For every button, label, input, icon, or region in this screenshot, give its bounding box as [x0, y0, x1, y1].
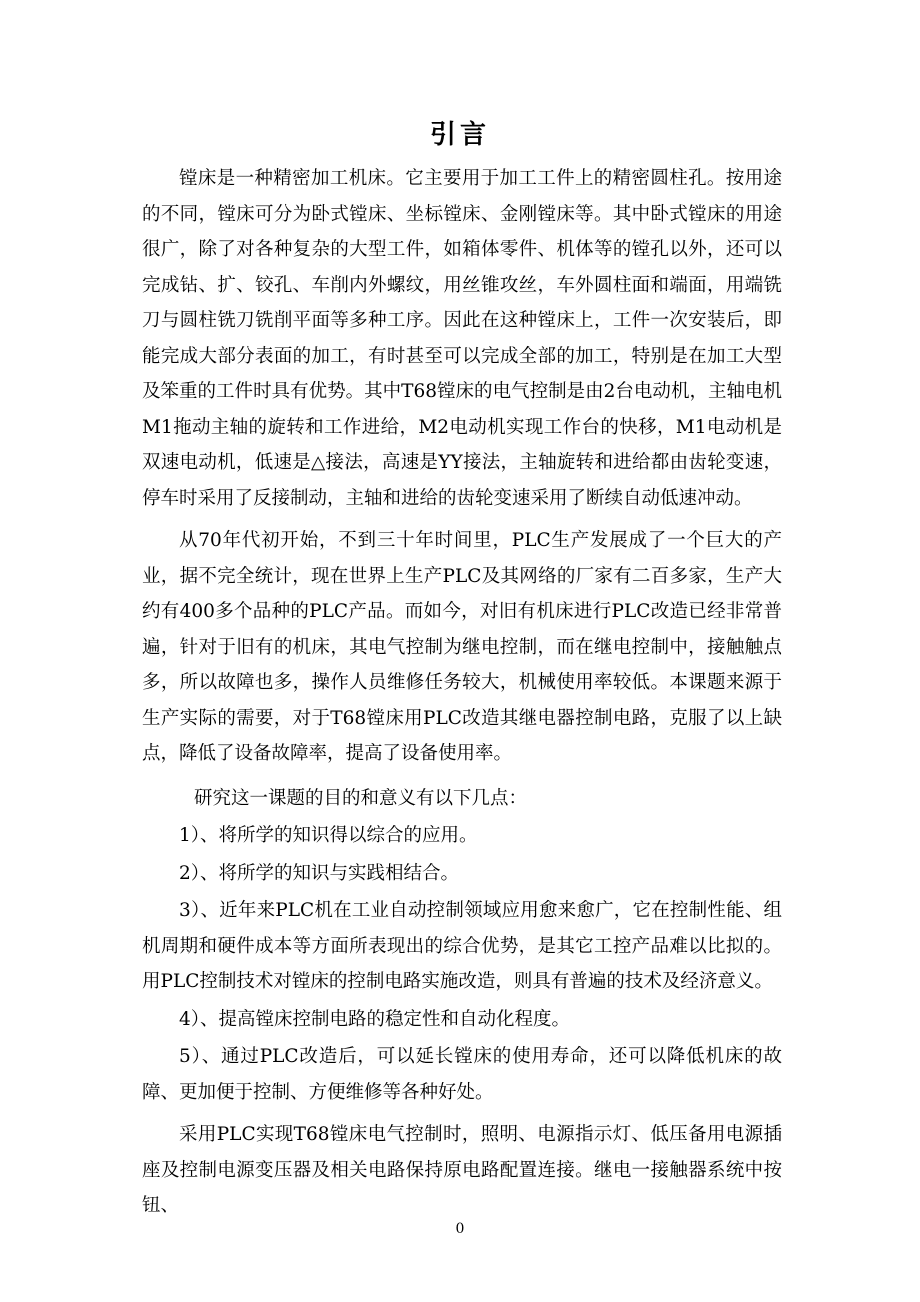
page-number: 0 — [455, 1221, 465, 1237]
paragraph-plc-history: 从70年代初开始，不到三十年时间里，PLC生产发展成了一个巨大的产业，据不完全统计，现在世界上生产PLC及其网络的厂家有二百多家，生产大约有400多个品种的PLC产品。而如今，对旧有机床进行PLC改造已经非常普遍，针对于旧有的机床，其电气控制为继电控制，而在继电控制中，接触触点多，所以故障也多，操作人员维修任务较大，机械使用率较低。本课题来源于生产实际的需要，对于T68镗床用PLC改造其继电器控制电路，克服了以上缺点，降低了设备故障率，提高了设备使用率。 — [142, 530, 782, 764]
list-item: 5）、通过PLC改造后，可以延长镗床的使用寿命，还可以降低机床的故障、更加便于控制、方便维修等各种好处。 — [142, 1046, 782, 1103]
list-item: 1）、将所学的知识得以综合的应用。 — [179, 825, 478, 846]
paragraph-implementation: 采用PLC实现T68镗床电气控制时，照明、电源指示灯、低压备用电源插座及控制电源变压器及相关电路保持原电路配置连接。继电一接触器系统中按钮、 — [142, 1124, 782, 1216]
paragraph-purpose-heading: 研究这一课题的目的和意义有以下几点： — [194, 787, 528, 809]
paragraph-intro: 镗床是一种精密加工机床。它主要用于加工工件上的精密圆柱孔。按用途的不同，镗床可分为卧式镗床、坐标镗床、金刚镗床等。其中卧式镗床的用途很广，除了对各种复杂的大型工件，如箱体零件、机体等的镗孔以外，还可以完成钻、扩、铰孔、车削内外螺纹，用丝锥攻丝，车外圆柱面和端面，用端铣刀与圆柱铣刀铣削平面等多种工序。因此在这种镗床上，工件一次安装后，即能完成大部分表面的加工，有时甚至可以完成全部的加工，特别是在加工大型及笨重的工件时具有优势。其中T68镗床的电气控制是由2台电动机，主轴电机M1拖动主轴的旋转和工作进给，M2电动机实现工作台的快移，M1电动机是双速电动机，低速是△接法，高速是YY接法，主轴旋转和进给都由齿轮变速，停车时采用了反接制动，主轴和进给的齿轮变速采用了断续自动低速冲动。 — [142, 168, 782, 509]
list-item: 2）、将所学的知识与实践相结合。 — [179, 862, 460, 884]
document-body — [142, 161, 782, 1224]
page-title: 引言 — [429, 120, 490, 150]
list-item: 3）、近年来PLC机在工业自动控制领域应用愈来愈广，它在控制性能、组机周期和硬件成本等方面所表现出的综合优势，是其它工控产品难以比拟的。用PLC控制技术对镗床的控制电路实施改造，则具有普遍的技术及经济意义。 — [142, 900, 782, 992]
list-item: 4）、提高镗床控制电路的稳定性和自动化程度。 — [179, 1008, 571, 1030]
